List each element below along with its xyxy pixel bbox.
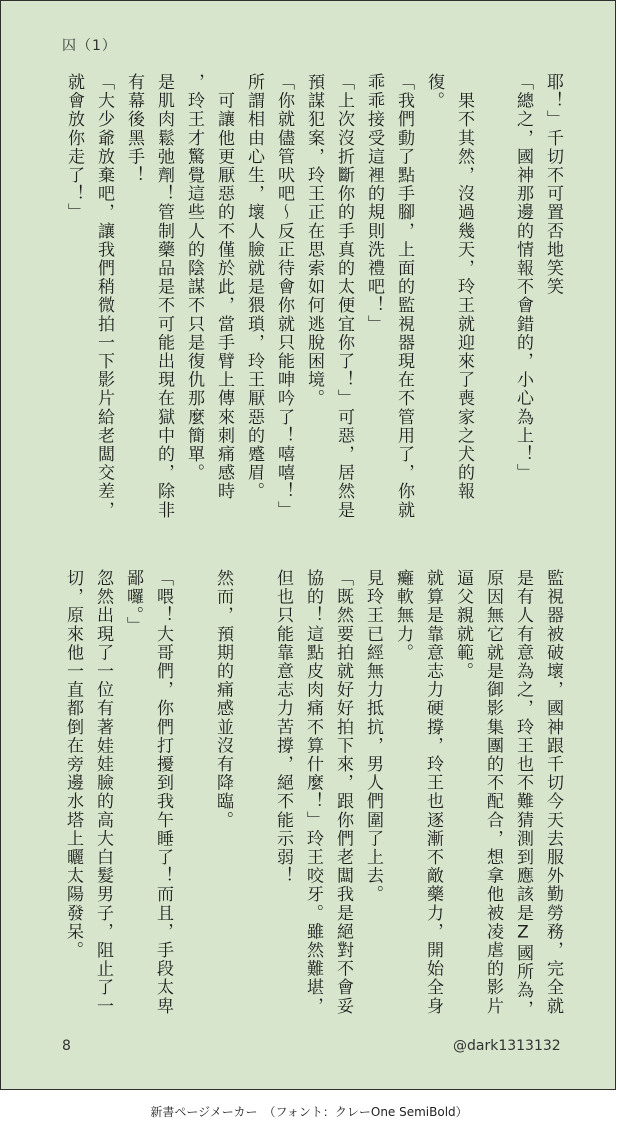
text-line: 逼父親就範。 [453,569,473,681]
text-line: 見玲王已經無力抵抗，男人們圍了上去。 [363,569,383,904]
text-line: 預謀犯案，玲王正在思索如何逃脫困境。 [304,73,324,408]
text-line: 復。 [424,73,444,111]
generator-caption: 新書ページメーカー （フォント：クレーOne SemiBold） [150,1105,468,1119]
text-line: 原因無它就是御影集團的不配合，想拿他被凌虐的影片 [483,569,503,1016]
author-handle: @dark1313132 [453,1038,561,1054]
text-line: ，玲王才驚覺這些人的陰謀不只是復仇那麼簡單。 [184,73,204,483]
text-line: 乖乖接受這裡的規則洗禮吧！」 [364,73,384,334]
text-line: 所謂相由心生，壞人臉就是猥瑣，玲王厭惡的蹙眉。 [244,73,264,501]
text-line: 有幕後黑手！ [124,73,144,185]
text-line: 是肌肉鬆弛劑！管制藥品是不可能出現在獄中的，除非 [154,73,174,520]
text-line: 監視器被破壞，國神跟千切今天去服外勤勞務，完全就 [543,569,563,1016]
text-line: 可讓他更厭惡的不僅於此，當手臂上傳來刺痛感時 [214,73,234,501]
chapter-label: 囚（1） [62,38,117,54]
text-line: 果不其然，沒過幾天，玲王就迎來了喪家之犬的報 [454,73,474,501]
text-line: 切，原來他一直都倒在旁邊水塔上曬太陽發呆。 [63,569,83,960]
text-line: 然而，預期的痛感並沒有降臨。 [213,569,233,830]
text-line: 「大少爺放棄吧，讓我們稍微拍一下影片給老闆交差， [94,73,114,520]
page-number: 8 [62,1038,71,1054]
text-line: 但也只能靠意志力苦撐，絕不能示弱！ [273,569,293,886]
text-line: 就算是靠意志力硬撐，玲王也逐漸不敵藥力，開始全身 [423,569,443,1016]
text-line: 「喂！大哥們，你們打擾到我午睡了！而且，手段太卑 [153,569,173,1016]
text-line: 鄙囉。」 [123,569,143,635]
text-line: 耶！」千切不可置否地笑笑 [543,73,563,297]
text-line: 「你就儘管吠吧～反正待會你就只能呻吟了！嘻嘻！」 [274,73,294,520]
text-line: 就會放你走了！」 [64,73,84,222]
text-line: 忽然出現了一位有著娃娃臉的高大白髮男子，阻止了一 [93,569,113,1016]
text-line: 是有人有意為之，玲王也不難猜測到應該是Z國所為， [513,569,533,1019]
text-line: 「上次沒折斷你的手真的太便宜你了！」可惡，居然是 [334,73,354,520]
text-line: 癱軟無力。 [393,569,413,662]
text-line: 「總之，國神那邊的情報不會錯的，小心為上！」 [513,73,533,483]
text-line: 協的！這點皮肉痛不算什麼！」玲王咬牙。雖然難堪， [303,569,323,1016]
text-line: 「既然要拍就好好拍下來，跟你們老闆我是絕對不會妥 [333,569,353,1016]
text-line: 「我們動了點手腳，上面的監視器現在不管用了，你就 [394,73,414,520]
